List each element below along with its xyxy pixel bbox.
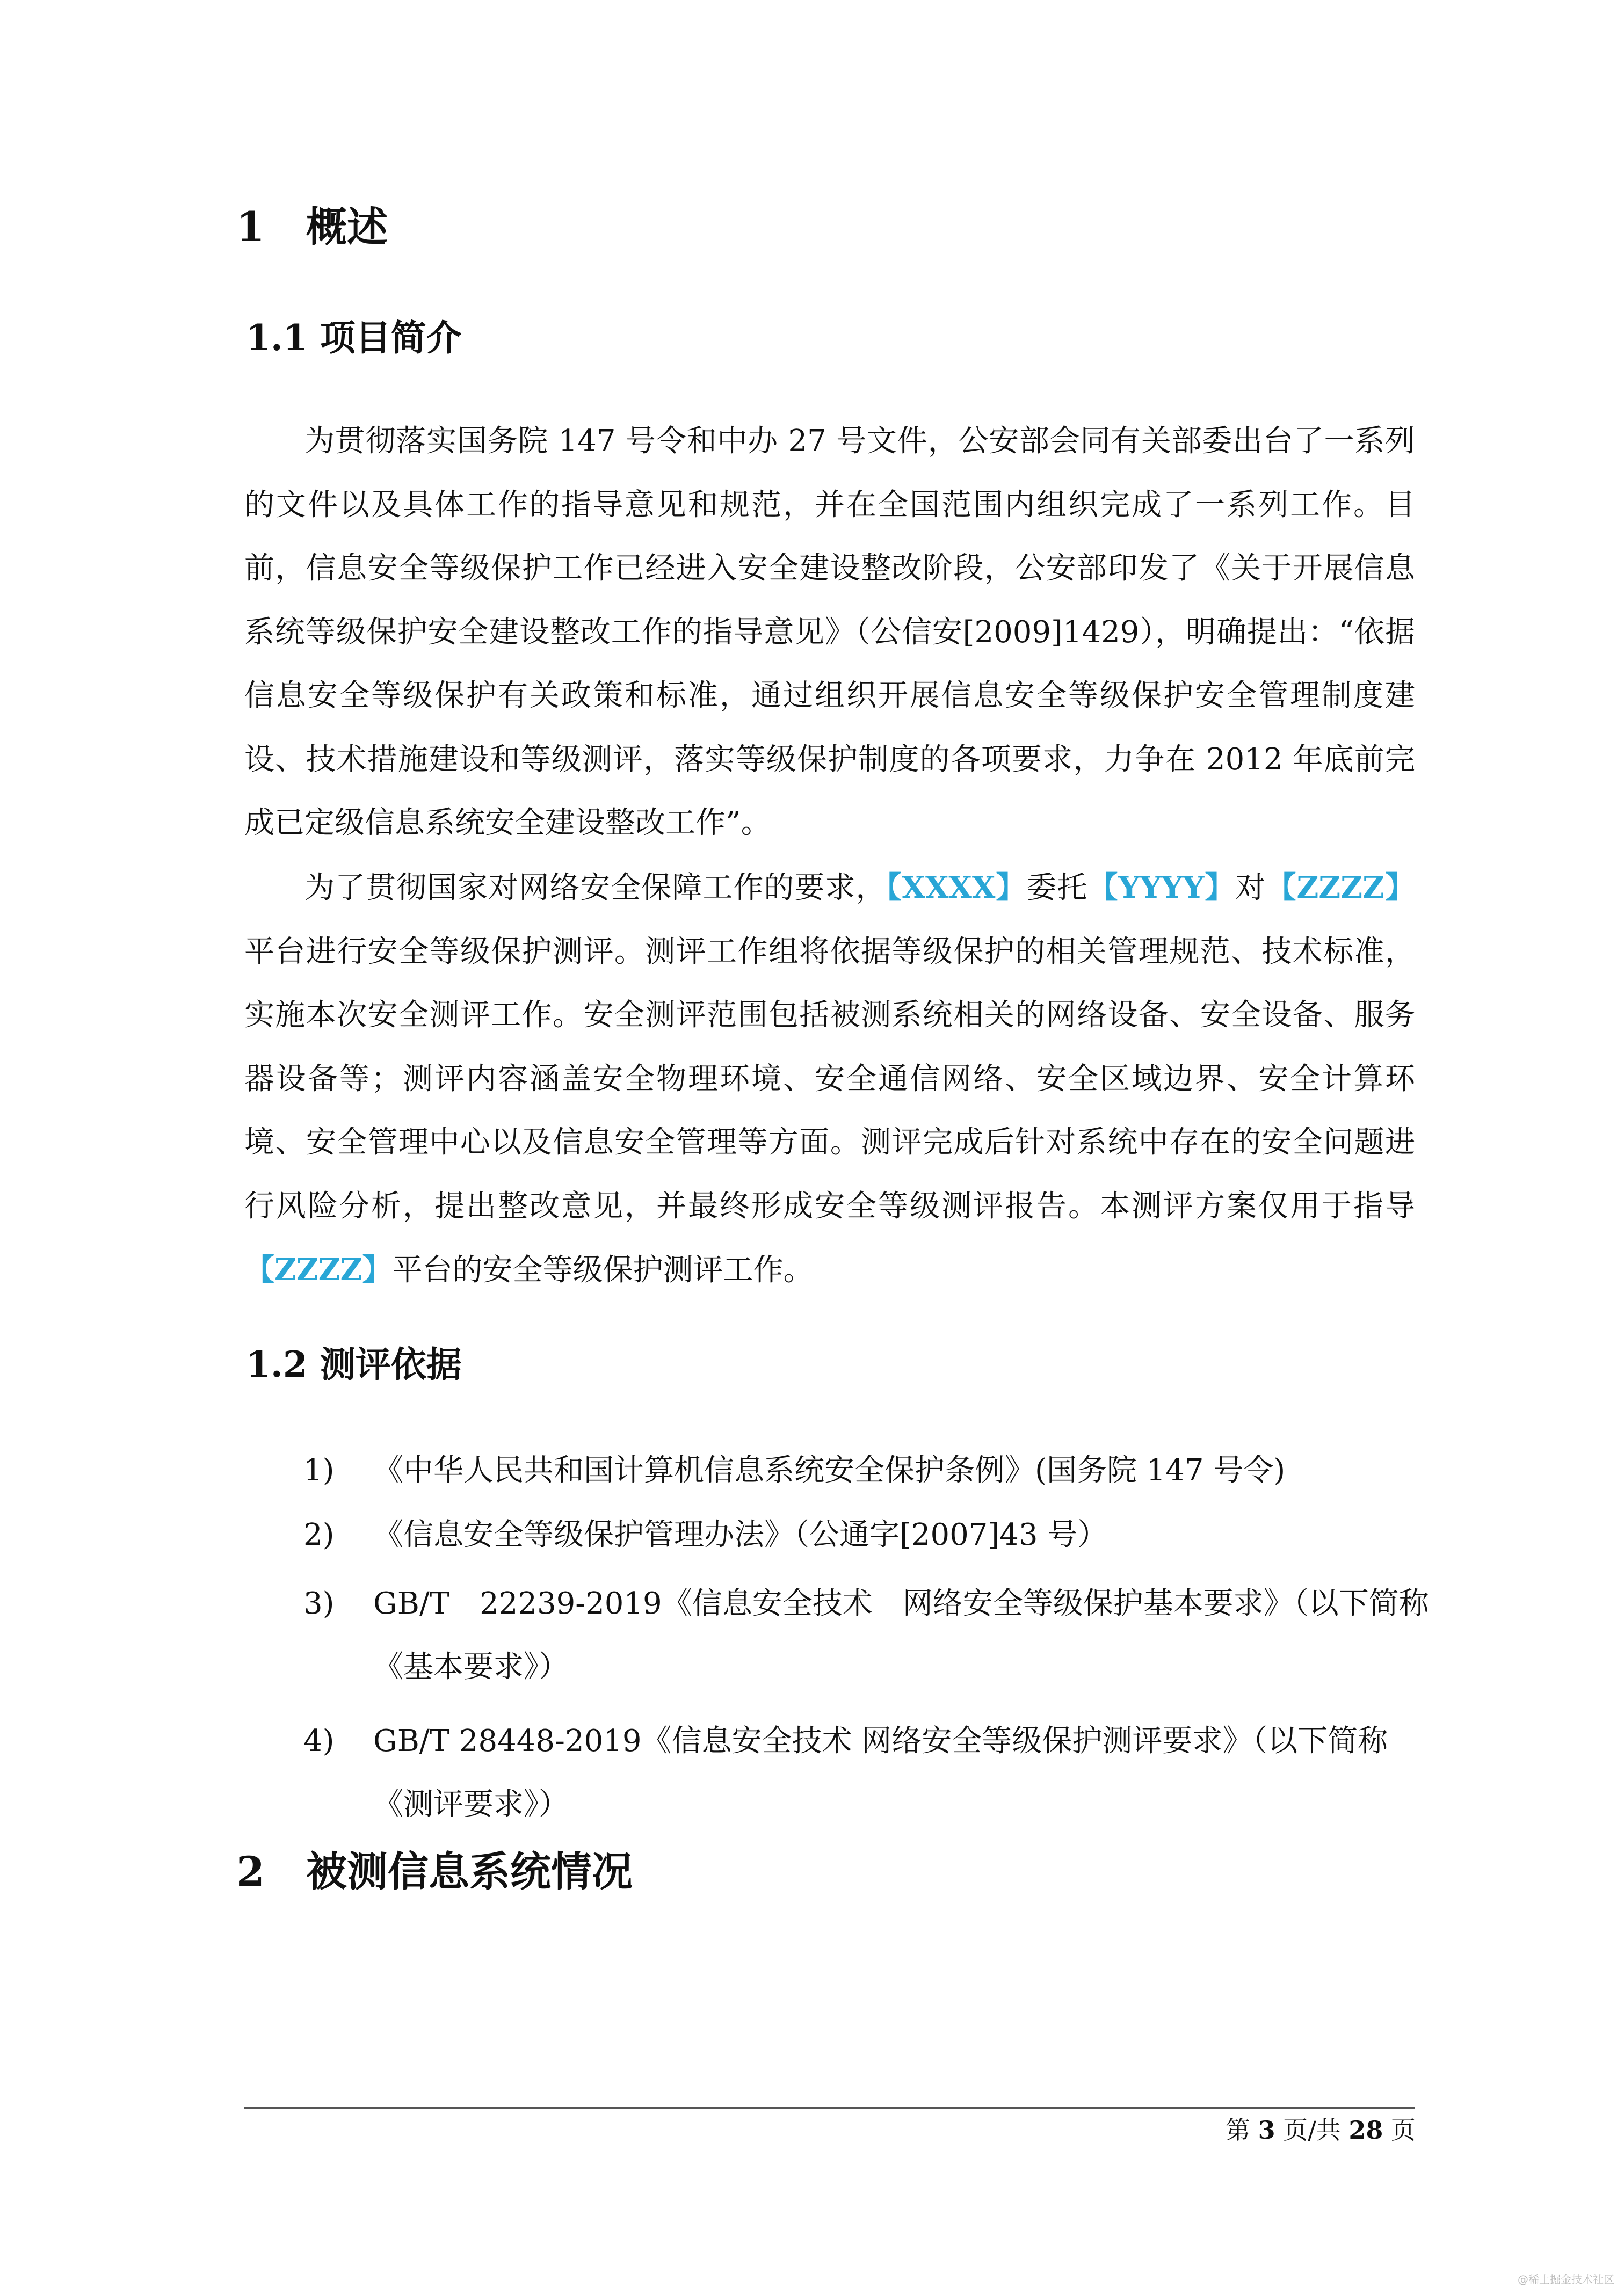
reference-text: 《信息安全等级保护管理办法》（公通字[2007]43 号）: [373, 1517, 1108, 1552]
scope-text-3: 对: [1235, 870, 1266, 905]
section-1-number: 1: [236, 203, 265, 251]
section-2-title: 被测信息系统情况: [306, 1848, 633, 1895]
scope-text-5: 平台的安全等级保护测评工作。: [392, 1253, 814, 1288]
placeholder-zzzz-2: 【ZZZZ】: [244, 1252, 393, 1288]
section-2-number: 2: [236, 1848, 265, 1895]
section-1-2-heading: 1.2 测评依据: [246, 1343, 462, 1385]
intro-paragraph: 为贯彻落实国务院 147 号令和中办 27 号文件，公安部会同有关部委出台了一系列的文件以及具体工作的指导意见和规范，并在全国范围内组织完成了一系列工作。目前，信息安全等级保护工作已经进入安全建设整改阶段，公安部印发了《关于开展信息系统等级保护安全建设整改工作的指导意见》（公信安[2009]1429），明确提出：“依据信息安全等级保护有关政策和标准，通过组织开展信息安全等级保护安全管理制度建设、技术措施建设和等级测评，落实等级保护制度的各项要求，力争在 2012 年底前完成已定级信息系统安全建设整改工作”。: [244, 424, 1415, 840]
section-1-title: 概述: [306, 203, 388, 251]
reference-number: 3): [303, 1586, 335, 1621]
section-2-heading: [236, 1848, 633, 1895]
scope-text-1: 为了贯彻国家对网络安全保障工作的要求，: [305, 870, 887, 905]
scope-text-4: 平台进行安全等级保护测评。测评工作组将依据等级保护的相关管理规范、技术标准，实施本次安全测评工作。安全测评范围包括被测系统相关的网络设备、安全设备、服务器设备等；测评内容涵盖安全物理环境、安全通信网络、安全区域边界、安全计算环境、安全管理中心以及信息安全管理等方面。测评完成后针对系统中存在的安全问题进行风险分析，提出整改意见，并最终形成安全等级测评报告。本测评方案仅用于指导: [244, 934, 1415, 1224]
footer-divider: [244, 2107, 1415, 2109]
reference-number: 2): [303, 1517, 335, 1552]
reference-item: [244, 1439, 1442, 1502]
scope-paragraph: [244, 856, 1415, 1303]
reference-text: 《中华人民共和国计算机信息系统安全保护条例》(国务院 147 号令): [373, 1453, 1286, 1488]
page-number: [1225, 2116, 1416, 2145]
watermark: @稀土掘金技术社区: [1518, 2273, 1614, 2286]
reference-item: [244, 1710, 1442, 1836]
reference-number: 4): [303, 1724, 335, 1759]
placeholder-yyyy: 【YYYY】: [1088, 870, 1236, 905]
placeholder-zzzz: 【ZZZZ】: [1266, 870, 1416, 905]
reference-number: 1): [303, 1453, 335, 1488]
page-number-suffix: 页: [1383, 2116, 1416, 2145]
scope-text-2: 委托: [1026, 870, 1088, 905]
page-number-current: 3: [1258, 2116, 1275, 2145]
page-number-total: 28: [1349, 2116, 1383, 2145]
reference-text: GB/T 22239-2019《信息安全技术 网络安全等级保护基本要求》（以下简称《基本要求》）: [373, 1586, 1429, 1684]
page-number-mid: 页/共: [1275, 2116, 1349, 2145]
page-number-prefix: 第: [1225, 2116, 1258, 2145]
placeholder-xxxx: 【XXXX】: [886, 870, 1027, 905]
reference-item: [244, 1503, 1442, 1567]
reference-text: GB/T 28448-2019《信息安全技术 网络安全等级保护测评要求》（以下简称《测评要求》）: [373, 1724, 1388, 1822]
reference-item: [244, 1572, 1442, 1699]
section-1-heading: [236, 203, 388, 251]
section-1-1-heading: 1.1 项目简介: [246, 317, 462, 359]
